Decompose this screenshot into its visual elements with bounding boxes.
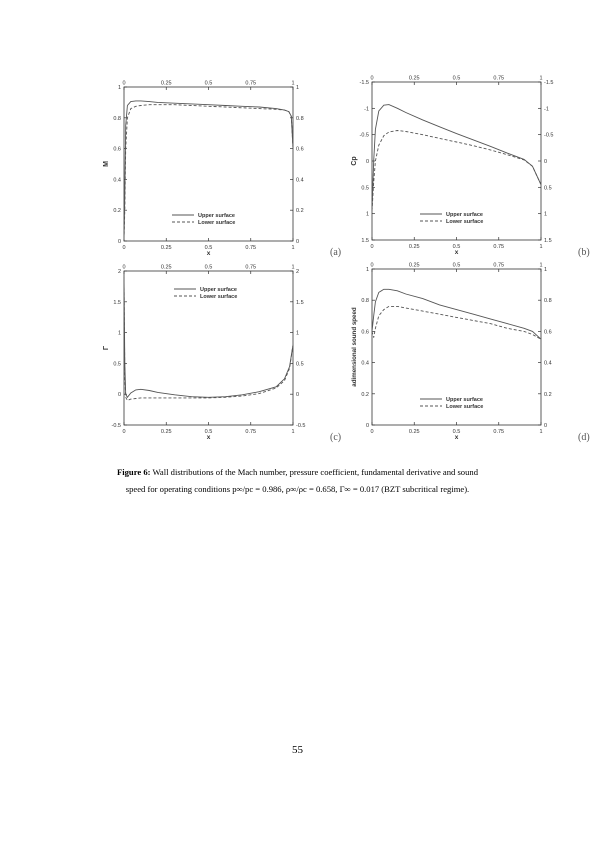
y-tick-label-right-b: 1.5: [544, 238, 552, 244]
y-tick-label-a: 0.8: [113, 115, 121, 122]
y-tick-label-d: 0.2: [361, 391, 369, 398]
x-tick-label-top-b: 0: [370, 75, 374, 82]
x-tick-label-d: 0.75: [493, 429, 505, 435]
y-tick-label-c: 0: [117, 392, 121, 399]
x-tick-label-top-d: 0.25: [408, 262, 420, 269]
x-tick-label-b: 0.25: [408, 244, 420, 250]
x-tick-label-c: 0.5: [204, 429, 213, 435]
y-tick-label-right-d: 0.2: [544, 391, 552, 398]
y-tick-label-b: -1: [364, 106, 369, 113]
x-tick-label-d: 0.25: [408, 429, 420, 435]
y-tick-label-c: 2: [117, 269, 121, 275]
y-tick-label-right-a: 0.8: [296, 115, 304, 122]
y-tick-label-a: 0.2: [113, 208, 121, 215]
y-tick-label-d: 1: [365, 267, 369, 273]
legend-label-b-1: Lower surface: [446, 219, 484, 225]
legend-label-a-0: Upper surface: [198, 213, 235, 219]
page-number: 55: [292, 744, 303, 756]
x-tick-label-d: 1: [539, 429, 543, 435]
x-tick-label-top-b: 1: [539, 75, 543, 82]
x-tick-label-d: 0: [370, 429, 374, 435]
x-tick-label-top-b: 0.25: [408, 75, 420, 82]
y-tick-label-right-a: 0: [296, 239, 300, 245]
series-line-b-0: [372, 105, 541, 211]
y-tick-label-b: 0.5: [361, 185, 369, 192]
y-tick-label-right-c: 2: [296, 269, 300, 275]
x-tick-label-a: 0.5: [204, 245, 213, 251]
x-axis-title-d: x: [454, 434, 459, 441]
panel-label-c: (c): [330, 432, 342, 443]
x-tick-label-top-a: 1: [291, 80, 295, 87]
x-tick-label-a: 0: [122, 245, 126, 251]
y-tick-label-right-b: 0: [544, 159, 548, 165]
y-tick-label-right-d: 1: [544, 267, 548, 273]
figure-caption: [110, 464, 485, 498]
panel-label-d: (d): [578, 432, 590, 443]
legend-label-d-0: Upper surface: [446, 397, 483, 403]
y-tick-label-right-c: 1: [296, 330, 300, 337]
y-tick-label-c: 1.5: [113, 299, 121, 306]
x-tick-label-top-d: 1: [539, 262, 543, 269]
y-tick-label-c: 0.5: [113, 361, 121, 368]
y-tick-label-right-b: -1: [544, 106, 549, 113]
y-tick-label-right-b: 0.5: [544, 185, 552, 192]
x-tick-label-b: 0: [370, 244, 374, 250]
x-tick-label-a: 0.25: [160, 245, 172, 251]
y-tick-label-c: -0.5: [111, 423, 121, 429]
y-tick-label-right-d: 0.4: [544, 360, 552, 367]
y-tick-label-d: 0.8: [361, 298, 369, 305]
series-line-b-1: [372, 131, 541, 212]
y-tick-label-b: -1.5: [359, 80, 369, 86]
y-tick-label-a: 1: [117, 85, 121, 91]
y-tick-label-right-c: 0.5: [296, 361, 304, 368]
x-tick-label-c: 0: [122, 429, 126, 435]
legend-label-a-1: Lower surface: [198, 220, 236, 226]
x-tick-label-top-c: 0.75: [245, 264, 257, 271]
y-tick-label-d: 0: [365, 423, 369, 429]
y-axis-title-b: Cp: [351, 156, 358, 166]
y-tick-label-b: 1.5: [361, 238, 369, 244]
y-tick-label-right-b: -0.5: [544, 132, 554, 139]
x-tick-label-b: 1: [539, 244, 543, 250]
x-tick-label-top-b: 0.75: [493, 75, 505, 82]
x-tick-label-top-d: 0.75: [493, 262, 505, 269]
legend-label-c-0: Upper surface: [200, 287, 237, 293]
y-tick-label-right-a: 0.2: [296, 208, 304, 215]
series-line-d-1: [372, 306, 541, 339]
x-tick-label-top-b: 0.5: [452, 75, 461, 82]
y-tick-label-right-b: -1.5: [544, 80, 554, 86]
y-tick-label-right-d: 0.6: [544, 329, 552, 336]
x-axis-title-c: x: [206, 434, 211, 441]
x-tick-label-b: 0.75: [493, 244, 505, 250]
x-tick-label-c: 0.25: [160, 429, 172, 435]
x-tick-label-c: 1: [291, 429, 295, 435]
x-axis-title-b: x: [454, 249, 459, 256]
y-tick-label-right-c: 1.5: [296, 299, 304, 306]
x-axis-title-a: x: [206, 250, 211, 257]
y-tick-label-b: -0.5: [359, 132, 369, 139]
y-tick-label-right-a: 1: [296, 85, 300, 91]
y-tick-label-a: 0: [117, 239, 121, 245]
y-tick-label-d: 0.6: [361, 329, 369, 336]
y-tick-label-right-c: 0: [296, 392, 300, 399]
panel-label-a: (a): [330, 247, 342, 258]
x-tick-label-a: 1: [291, 245, 295, 251]
panel-label-b: (b): [578, 247, 590, 258]
x-tick-label-a: 0.75: [245, 245, 257, 251]
x-tick-label-c: 0.75: [245, 429, 257, 435]
x-tick-label-top-a: 0.5: [204, 80, 213, 87]
y-tick-label-right-a: 0.4: [296, 177, 304, 184]
x-tick-label-top-c: 0.25: [160, 264, 172, 271]
y-tick-label-b: 1: [365, 211, 369, 218]
y-tick-label-right-a: 0.6: [296, 146, 304, 153]
y-tick-label-d: 0.4: [361, 360, 369, 367]
x-tick-label-top-d: 0.5: [452, 262, 461, 269]
y-axis-title-d: adimensional sound speed: [351, 307, 358, 387]
y-tick-label-a: 0.6: [113, 146, 121, 153]
caption-label: Figure 6:: [116, 467, 151, 477]
y-tick-label-right-d: 0: [544, 423, 548, 429]
y-tick-label-b: 0: [365, 159, 369, 165]
y-tick-label-right-d: 0.8: [544, 298, 552, 305]
x-tick-label-top-d: 0: [370, 262, 374, 269]
y-tick-label-right-c: -0.5: [296, 423, 306, 429]
x-tick-label-top-a: 0.75: [245, 80, 257, 87]
y-tick-label-c: 1: [117, 330, 121, 337]
legend-label-d-1: Lower surface: [446, 404, 484, 410]
series-line-d-0: [372, 289, 541, 339]
y-tick-label-right-b: 1: [544, 211, 548, 218]
x-tick-label-top-c: 1: [291, 264, 295, 271]
caption-text: Wall distributions of the Mach number, pressure coefficient, fundamental derivative and sound speed for operating conditions p∞/pc = 0.986, ρ∞/ρc = 0.658, Γ∞ = 0.017 (BZT subcritical regime).: [125, 467, 478, 494]
y-axis-title-c: Γ: [103, 345, 110, 351]
x-tick-label-top-c: 0: [122, 264, 126, 271]
legend-label-b-0: Upper surface: [446, 212, 483, 218]
y-tick-label-a: 0.4: [113, 177, 121, 184]
x-tick-label-top-a: 0.25: [160, 80, 172, 87]
x-tick-label-top-c: 0.5: [204, 264, 213, 271]
y-axis-title-a: M: [103, 161, 110, 167]
x-tick-label-b: 0.5: [452, 244, 461, 250]
x-tick-label-d: 0.5: [452, 429, 461, 435]
legend-label-c-1: Lower surface: [200, 294, 238, 300]
x-tick-label-top-a: 0: [122, 80, 126, 87]
